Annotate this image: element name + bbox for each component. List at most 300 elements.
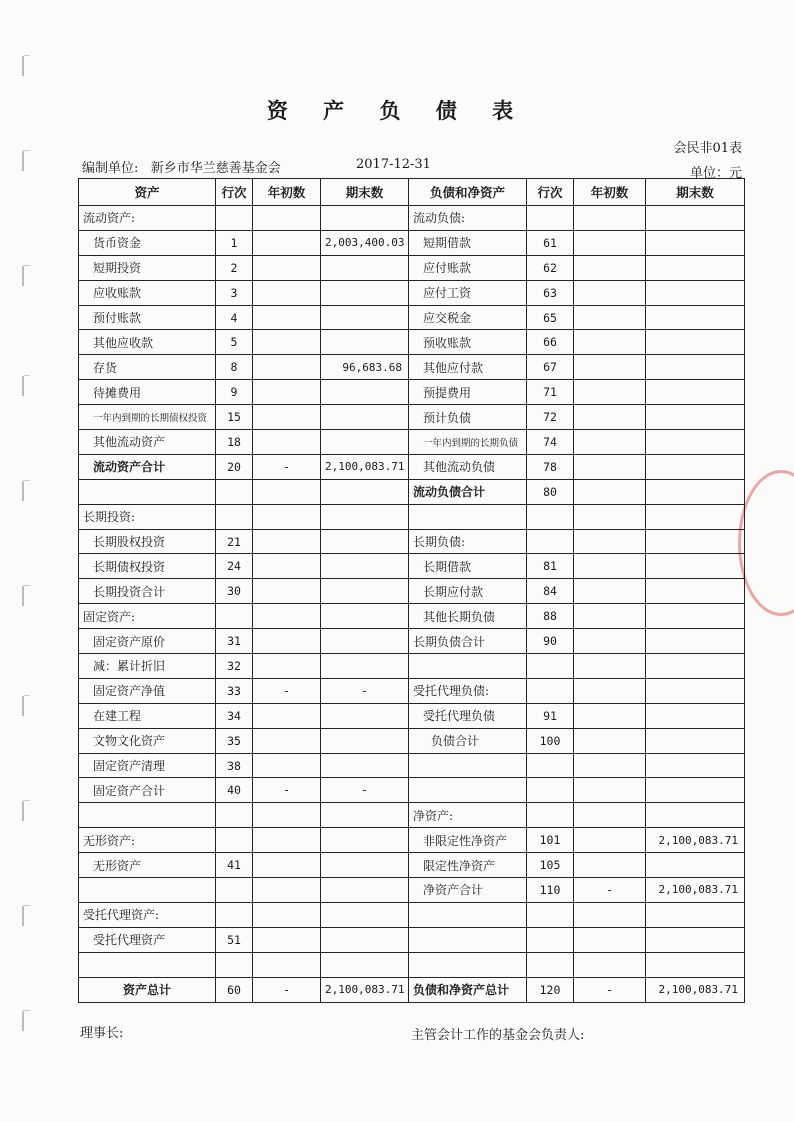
asset-opening-balance [253, 430, 321, 455]
asset-closing-balance [321, 629, 409, 654]
asset-closing-balance: 2,100,083.71 [321, 977, 409, 1002]
asset-item: 固定资产清理 [79, 753, 216, 778]
asset-line-no: 34 [216, 703, 253, 728]
liability-item: 受托代理负债: [409, 678, 527, 703]
table-row [79, 355, 745, 380]
asset-line-no [216, 828, 253, 853]
liability-closing-balance [646, 504, 745, 529]
asset-closing-balance: 2,100,083.71 [321, 454, 409, 479]
header-liabilities: 负债和净资产 [409, 179, 527, 206]
table-row [79, 579, 745, 604]
liability-closing-balance [646, 430, 745, 455]
asset-opening-balance [253, 579, 321, 604]
liability-line-no [527, 529, 574, 554]
liability-item: 流动负债合计 [409, 479, 527, 504]
liability-line-no: 67 [527, 355, 574, 380]
table-row [79, 479, 745, 504]
asset-item: 固定资产净值 [79, 678, 216, 703]
balance-sheet-table [78, 178, 745, 1003]
liability-closing-balance [646, 703, 745, 728]
liability-closing-balance [646, 778, 745, 803]
liability-line-no: 72 [527, 405, 574, 430]
liability-opening-balance [574, 803, 646, 828]
liability-opening-balance [574, 405, 646, 430]
asset-closing-balance [321, 529, 409, 554]
asset-closing-balance [321, 952, 409, 977]
liability-item: 长期负债合计 [409, 629, 527, 654]
liability-item: 其他长期负债 [409, 604, 527, 629]
liability-line-no: 62 [527, 255, 574, 280]
table-row [79, 803, 745, 828]
binder-hole [22, 150, 30, 171]
liability-line-no [527, 902, 574, 927]
liability-line-no [527, 678, 574, 703]
asset-item [79, 952, 216, 977]
liability-item: 其他应付款 [409, 355, 527, 380]
binder-hole [22, 375, 30, 396]
asset-item: 固定资产合计 [79, 778, 216, 803]
liability-line-no [527, 654, 574, 679]
liability-opening-balance [574, 330, 646, 355]
asset-item: 应收账款 [79, 280, 216, 305]
liability-opening-balance [574, 230, 646, 255]
liability-line-no: 88 [527, 604, 574, 629]
table-row [79, 828, 745, 853]
asset-closing-balance [321, 828, 409, 853]
table-row [79, 529, 745, 554]
table-row [79, 305, 745, 330]
liability-opening-balance [574, 280, 646, 305]
asset-closing-balance [321, 330, 409, 355]
asset-opening-balance [253, 230, 321, 255]
liability-line-no: 63 [527, 280, 574, 305]
asset-line-no: 38 [216, 753, 253, 778]
liability-item: 负债合计 [409, 728, 527, 753]
liability-closing-balance [646, 678, 745, 703]
asset-closing-balance [321, 604, 409, 629]
asset-line-no: 3 [216, 280, 253, 305]
liability-item: 短期借款 [409, 230, 527, 255]
asset-opening-balance [253, 629, 321, 654]
liability-opening-balance [574, 728, 646, 753]
liability-line-no: 84 [527, 579, 574, 604]
table-row [79, 330, 745, 355]
asset-opening-balance [253, 728, 321, 753]
liability-closing-balance [646, 803, 745, 828]
liability-opening-balance [574, 654, 646, 679]
asset-item: 资产总计 [79, 977, 216, 1002]
table-row [79, 753, 745, 778]
asset-opening-balance [253, 206, 321, 231]
binder-hole [22, 695, 30, 716]
binder-hole [22, 800, 30, 821]
header-closing: 期末数 [646, 179, 745, 206]
asset-closing-balance [321, 579, 409, 604]
header-closing: 期末数 [321, 179, 409, 206]
asset-line-no: 41 [216, 853, 253, 878]
table-row [79, 206, 745, 231]
asset-item: 待摊费用 [79, 380, 216, 405]
liability-closing-balance [646, 230, 745, 255]
liability-item: 长期应付款 [409, 579, 527, 604]
asset-item: 流动资产合计 [79, 454, 216, 479]
asset-item: 减：累计折旧 [79, 654, 216, 679]
table-row [79, 703, 745, 728]
liability-closing-balance: 2,100,083.71 [646, 828, 745, 853]
asset-opening-balance [253, 330, 321, 355]
asset-line-no: 35 [216, 728, 253, 753]
asset-opening-balance: - [253, 778, 321, 803]
liability-opening-balance [574, 355, 646, 380]
asset-opening-balance [253, 753, 321, 778]
binder-hole [22, 265, 30, 286]
asset-closing-balance [321, 753, 409, 778]
asset-opening-balance [253, 405, 321, 430]
liability-opening-balance [574, 703, 646, 728]
asset-closing-balance [321, 878, 409, 903]
liability-opening-balance [574, 206, 646, 231]
asset-line-no: 30 [216, 579, 253, 604]
asset-item [79, 878, 216, 903]
liability-opening-balance [574, 927, 646, 952]
liability-line-no: 71 [527, 380, 574, 405]
liability-line-no [527, 803, 574, 828]
liability-item: 预计负债 [409, 405, 527, 430]
header-assets: 资产 [79, 179, 216, 206]
liability-closing-balance [646, 952, 745, 977]
report-date: 2017-12-31 [356, 157, 431, 172]
header-opening: 年初数 [253, 179, 321, 206]
asset-closing-balance [321, 728, 409, 753]
liability-item: 预提费用 [409, 380, 527, 405]
asset-opening-balance [253, 853, 321, 878]
liability-opening-balance [574, 853, 646, 878]
asset-line-no [216, 878, 253, 903]
asset-line-no: 33 [216, 678, 253, 703]
liability-item: 一年内到期的长期负债 [409, 430, 527, 455]
asset-closing-balance [321, 927, 409, 952]
asset-item: 其他流动资产 [79, 430, 216, 455]
asset-item [79, 479, 216, 504]
binder-hole [22, 905, 30, 926]
asset-item: 长期投资合计 [79, 579, 216, 604]
liability-opening-balance [574, 952, 646, 977]
liability-closing-balance [646, 728, 745, 753]
asset-opening-balance [253, 554, 321, 579]
asset-closing-balance [321, 479, 409, 504]
liability-closing-balance [646, 405, 745, 430]
liability-line-no: 78 [527, 454, 574, 479]
seal-stamp [738, 470, 794, 616]
liability-opening-balance [574, 554, 646, 579]
asset-item: 无形资产: [79, 828, 216, 853]
liability-item [409, 927, 527, 952]
asset-closing-balance [321, 803, 409, 828]
liability-opening-balance [574, 902, 646, 927]
liability-closing-balance [646, 753, 745, 778]
asset-line-no: 31 [216, 629, 253, 654]
asset-opening-balance [253, 479, 321, 504]
asset-opening-balance [253, 803, 321, 828]
asset-opening-balance [253, 703, 321, 728]
asset-closing-balance [321, 504, 409, 529]
liability-opening-balance [574, 430, 646, 455]
liability-item: 应付账款 [409, 255, 527, 280]
liability-closing-balance [646, 380, 745, 405]
asset-item: 预付账款 [79, 305, 216, 330]
asset-closing-balance: 2,003,400.03 [321, 230, 409, 255]
binder-hole [22, 480, 30, 501]
asset-line-no: 51 [216, 927, 253, 952]
asset-item: 其他应收款 [79, 330, 216, 355]
asset-line-no [216, 902, 253, 927]
asset-closing-balance [321, 380, 409, 405]
table-row [79, 380, 745, 405]
liability-item: 负债和净资产总计 [409, 977, 527, 1002]
liability-closing-balance [646, 255, 745, 280]
binder-hole [22, 55, 30, 76]
liability-opening-balance [574, 305, 646, 330]
asset-opening-balance [253, 355, 321, 380]
table-row [79, 778, 745, 803]
liability-closing-balance [646, 654, 745, 679]
asset-closing-balance [321, 430, 409, 455]
header-opening: 年初数 [574, 179, 646, 206]
liability-closing-balance [646, 479, 745, 504]
asset-item: 长期股权投资 [79, 529, 216, 554]
liability-item: 非限定性净资产 [409, 828, 527, 853]
liability-line-no: 80 [527, 479, 574, 504]
liability-closing-balance [646, 206, 745, 231]
liability-closing-balance [646, 604, 745, 629]
page-title: 资 产 负 债 表 [266, 98, 528, 123]
liability-item [409, 952, 527, 977]
table-row [79, 255, 745, 280]
liability-item: 受托代理负债 [409, 703, 527, 728]
asset-line-no: 60 [216, 977, 253, 1002]
compiling-unit-name: 新乡市华兰慈善基金会 [150, 161, 281, 176]
liability-item: 其他流动负债 [409, 454, 527, 479]
liability-line-no: 74 [527, 430, 574, 455]
binder-hole [22, 585, 30, 606]
asset-item: 一年内到期的长期债权投资 [79, 405, 216, 430]
asset-line-no [216, 504, 253, 529]
asset-line-no: 4 [216, 305, 253, 330]
currency-unit: 单位：元 [689, 166, 742, 181]
liability-opening-balance [574, 504, 646, 529]
liability-closing-balance [646, 927, 745, 952]
asset-closing-balance [321, 703, 409, 728]
liability-item: 限定性净资产 [409, 853, 527, 878]
asset-item [79, 803, 216, 828]
asset-opening-balance [253, 604, 321, 629]
liability-item [409, 753, 527, 778]
asset-opening-balance [253, 828, 321, 853]
liability-item: 净资产: [409, 803, 527, 828]
asset-closing-balance [321, 554, 409, 579]
asset-line-no: 9 [216, 380, 253, 405]
liability-opening-balance: - [574, 977, 646, 1002]
table-row [79, 405, 745, 430]
asset-item: 文物文化资产 [79, 728, 216, 753]
liability-line-no: 65 [527, 305, 574, 330]
asset-opening-balance [253, 305, 321, 330]
asset-opening-balance [253, 255, 321, 280]
asset-line-no [216, 604, 253, 629]
liability-closing-balance [646, 853, 745, 878]
chairman-signature-label: 理事长: [80, 1026, 124, 1041]
asset-line-no: 18 [216, 430, 253, 455]
liability-closing-balance [646, 355, 745, 380]
asset-item: 流动资产: [79, 206, 216, 231]
asset-line-no: 20 [216, 454, 253, 479]
liability-opening-balance: - [574, 878, 646, 903]
liability-closing-balance [646, 330, 745, 355]
table-row [79, 430, 745, 455]
asset-line-no [216, 206, 253, 231]
liability-line-no: 66 [527, 330, 574, 355]
liability-item: 长期负债: [409, 529, 527, 554]
asset-opening-balance: - [253, 977, 321, 1002]
liability-line-no [527, 927, 574, 952]
liability-closing-balance [646, 579, 745, 604]
table-row [79, 678, 745, 703]
asset-line-no: 24 [216, 554, 253, 579]
asset-line-no: 15 [216, 405, 253, 430]
liability-closing-balance [646, 454, 745, 479]
asset-item: 短期投资 [79, 255, 216, 280]
asset-opening-balance [253, 952, 321, 977]
asset-line-no: 2 [216, 255, 253, 280]
asset-line-no [216, 479, 253, 504]
liability-line-no: 100 [527, 728, 574, 753]
liability-item: 预收账款 [409, 330, 527, 355]
liability-line-no: 120 [527, 977, 574, 1002]
table-row [79, 629, 745, 654]
liability-item: 长期借款 [409, 554, 527, 579]
liability-item: 流动负债: [409, 206, 527, 231]
asset-line-no [216, 803, 253, 828]
asset-opening-balance: - [253, 454, 321, 479]
table-row [79, 728, 745, 753]
table-row [79, 280, 745, 305]
liability-closing-balance: 2,100,083.71 [646, 977, 745, 1002]
liability-item [409, 902, 527, 927]
asset-line-no: 5 [216, 330, 253, 355]
asset-opening-balance [253, 504, 321, 529]
asset-closing-balance [321, 305, 409, 330]
asset-item: 固定资产原价 [79, 629, 216, 654]
asset-closing-balance: 96,683.68 [321, 355, 409, 380]
asset-line-no: 21 [216, 529, 253, 554]
liability-line-no: 101 [527, 828, 574, 853]
header-line-no: 行次 [216, 179, 253, 206]
liability-opening-balance [574, 454, 646, 479]
asset-line-no: 32 [216, 654, 253, 679]
asset-line-no: 40 [216, 778, 253, 803]
asset-item: 在建工程 [79, 703, 216, 728]
compiling-unit-label: 编制单位: [82, 161, 139, 176]
liability-closing-balance [646, 554, 745, 579]
liability-opening-balance [574, 529, 646, 554]
liability-opening-balance [574, 579, 646, 604]
asset-closing-balance [321, 654, 409, 679]
liability-item: 应交税金 [409, 305, 527, 330]
asset-item: 受托代理资产 [79, 927, 216, 952]
asset-closing-balance: - [321, 678, 409, 703]
liability-item [409, 654, 527, 679]
asset-item: 货币资金 [79, 230, 216, 255]
liability-item [409, 504, 527, 529]
liability-closing-balance [646, 529, 745, 554]
liability-item [409, 778, 527, 803]
table-row [79, 654, 745, 679]
table-row [79, 554, 745, 579]
liability-item: 净资产合计 [409, 878, 527, 903]
liability-opening-balance [574, 778, 646, 803]
liability-opening-balance [574, 479, 646, 504]
asset-closing-balance [321, 280, 409, 305]
table-row [79, 902, 745, 927]
asset-item: 受托代理资产: [79, 902, 216, 927]
asset-closing-balance [321, 206, 409, 231]
asset-opening-balance [253, 927, 321, 952]
liability-opening-balance [574, 604, 646, 629]
asset-item: 无形资产 [79, 853, 216, 878]
liability-line-no [527, 753, 574, 778]
asset-opening-balance [253, 529, 321, 554]
asset-opening-balance [253, 380, 321, 405]
liability-line-no: 61 [527, 230, 574, 255]
liability-closing-balance [646, 902, 745, 927]
liability-closing-balance [646, 305, 745, 330]
asset-opening-balance [253, 902, 321, 927]
asset-item: 存货 [79, 355, 216, 380]
asset-item: 长期债权投资 [79, 554, 216, 579]
asset-closing-balance [321, 902, 409, 927]
asset-line-no: 1 [216, 230, 253, 255]
liability-line-no [527, 778, 574, 803]
compiling-unit [82, 157, 281, 176]
accountant-signature-label: 主管会计工作的基金会负责人: [411, 1028, 585, 1043]
table-row [79, 853, 745, 878]
header-line-no: 行次 [527, 179, 574, 206]
table-row [79, 454, 745, 479]
table-row [79, 878, 745, 903]
liability-closing-balance [646, 629, 745, 654]
liability-line-no: 91 [527, 703, 574, 728]
table-header-row [79, 179, 745, 206]
asset-opening-balance [253, 878, 321, 903]
asset-item: 长期投资: [79, 504, 216, 529]
liability-closing-balance [646, 280, 745, 305]
asset-opening-balance [253, 280, 321, 305]
liability-line-no: 105 [527, 853, 574, 878]
asset-closing-balance [321, 853, 409, 878]
liability-opening-balance [574, 629, 646, 654]
liability-opening-balance [574, 753, 646, 778]
liability-opening-balance [574, 255, 646, 280]
liability-line-no [527, 504, 574, 529]
liability-opening-balance [574, 828, 646, 853]
table-row [79, 927, 745, 952]
table-row [79, 230, 745, 255]
asset-opening-balance: - [253, 678, 321, 703]
asset-item: 固定资产: [79, 604, 216, 629]
asset-line-no: 8 [216, 355, 253, 380]
table-row [79, 504, 745, 529]
form-number: 会民非01表 [673, 141, 742, 156]
